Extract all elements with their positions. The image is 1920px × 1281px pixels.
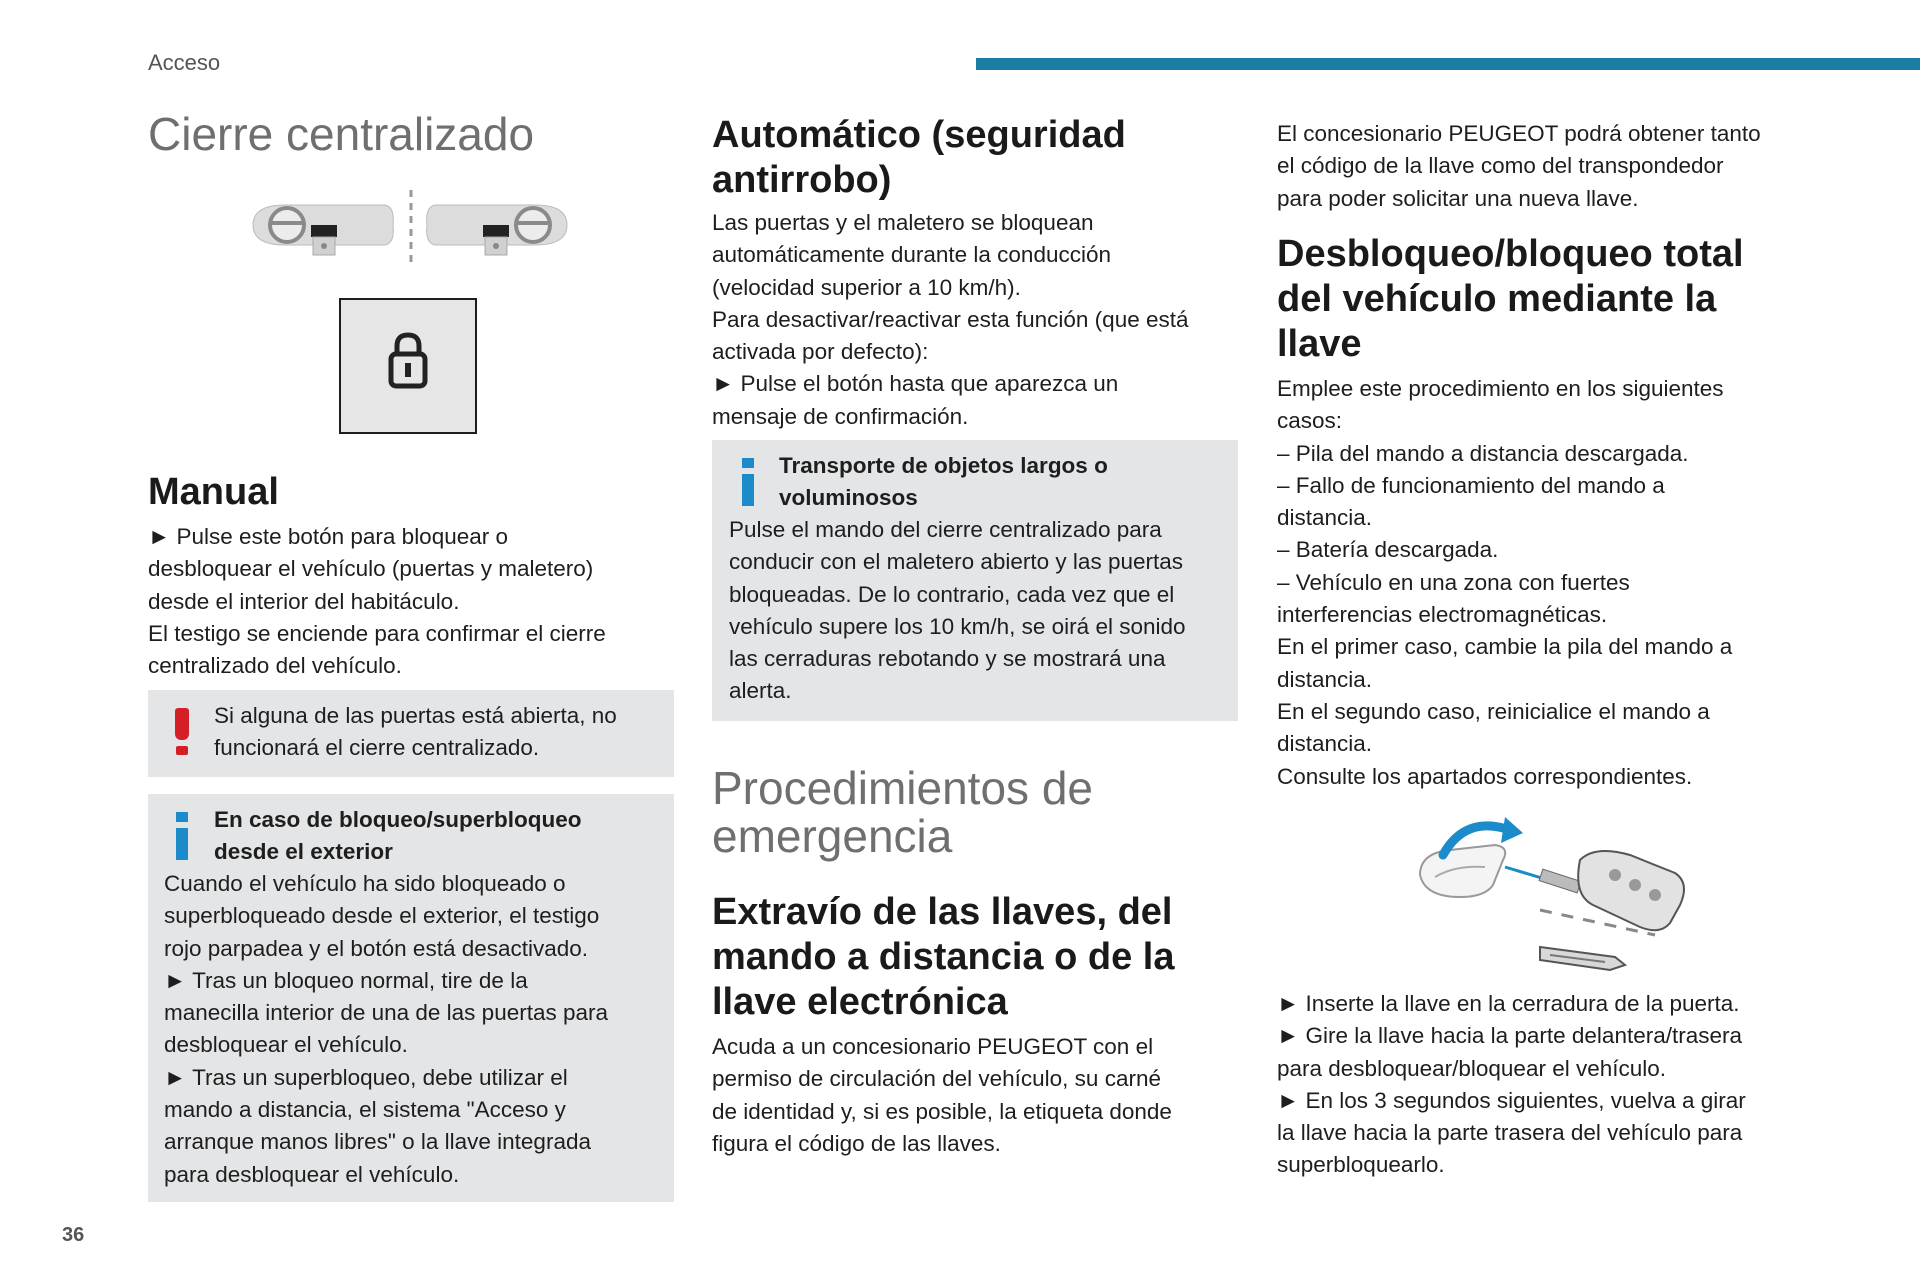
text-line: interferencias electromagnéticas. xyxy=(1277,602,1608,628)
lost-keys-heading xyxy=(712,890,1252,1025)
key-lock-diagram xyxy=(1415,805,1695,975)
text-line: En el primer caso, cambie la pila del mando a xyxy=(1277,634,1733,660)
right-hand-drive-icon xyxy=(427,205,567,255)
text-line: ► Tras un superbloqueo, debe utilizar el xyxy=(164,1064,568,1090)
heading-line: Extravío de las llaves, del xyxy=(712,891,1173,933)
text-line: desbloquear el vehículo (puertas y maletero) xyxy=(148,556,594,582)
unlock-heading xyxy=(1277,232,1837,367)
text-line: desbloquear el vehículo. xyxy=(164,1032,408,1058)
info-box-title: Transporte de objetos largos o xyxy=(779,453,1108,478)
column-1 xyxy=(148,110,676,158)
automatic-paragraph xyxy=(712,207,1252,433)
text-line: distancia. xyxy=(1277,505,1373,531)
text-line: funcionará el cierre centralizado. xyxy=(214,735,540,761)
text-line: para desbloquear/bloquear el vehículo. xyxy=(1277,1055,1667,1081)
warning-box xyxy=(148,690,674,777)
info-box-title: desde el exterior xyxy=(214,839,393,865)
text-line: vehículo supere los 10 km/h, se oirá el sonido xyxy=(729,613,1186,639)
text-line: conducir con el maletero abierto y las puertas xyxy=(729,549,1183,575)
text-line: para poder solicitar una nueva llave. xyxy=(1277,185,1639,211)
text-line: mensaje de confirmación. xyxy=(712,403,969,429)
text-line: Para desactivar/reactivar esta función (que está xyxy=(712,306,1189,332)
heading-line: llave xyxy=(1277,323,1362,365)
text-line: Acuda a un concesionario PEUGEOT con el xyxy=(712,1034,1154,1059)
text-line: El testigo se enciende para confirmar el cierre xyxy=(148,620,606,646)
heading-line: Automático (seguridad xyxy=(712,114,1126,156)
text-line: ► Pulse el botón hasta que aparezca un xyxy=(712,371,1119,397)
page-title: Cierre centralizado xyxy=(148,108,535,160)
text-line: permiso de circulación del vehículo, su carné xyxy=(712,1066,1161,1092)
text-line: mando a distancia, el sistema "Acceso y xyxy=(164,1097,566,1123)
heading-line: mando a distancia o de la xyxy=(712,936,1175,978)
text-line: automáticamente durante la conducción xyxy=(712,242,1112,268)
emergency-title xyxy=(712,764,1252,860)
text-line: centralizado del vehículo. xyxy=(148,653,402,679)
text-line: alerta. xyxy=(729,678,792,704)
title-line: emergencia xyxy=(712,810,953,862)
text-line: ► Gire la llave hacia la parte delantera/trasera xyxy=(1277,1023,1743,1049)
padlock-icon xyxy=(341,300,475,432)
text-line: Emplee este procedimiento en los siguientes xyxy=(1277,376,1724,401)
unlock-paragraph xyxy=(1277,373,1837,793)
central-locking-button xyxy=(339,298,477,434)
text-line: activada por defecto): xyxy=(712,339,929,365)
text-line: las cerraduras rebotando y se mostrará una xyxy=(729,646,1166,672)
text-line: ► En los 3 segundos siguientes, vuelva a girar xyxy=(1277,1087,1746,1113)
spare-key-blade-icon xyxy=(1540,947,1625,970)
text-line: superbloqueado desde el exterior, el testigo xyxy=(164,903,600,929)
text-line: manecilla interior de una de las puertas para xyxy=(164,1000,609,1026)
text-line: desde el interior del habitáculo. xyxy=(148,588,460,614)
text-line: bloqueadas. De lo contrario, cada vez que el xyxy=(729,581,1175,607)
text-line: figura el código de las llaves. xyxy=(712,1130,1001,1156)
key-fob-icon xyxy=(1539,851,1684,930)
steps-paragraph xyxy=(1277,988,1837,1182)
heading-line: antirrobo) xyxy=(712,159,892,201)
text-line: – Fallo de funcionamiento del mando a xyxy=(1277,472,1665,498)
text-line: ► Pulse este botón para bloquear o xyxy=(148,524,509,549)
dashboard-diagram xyxy=(245,185,575,270)
text-line: arranque manos libres" o la llave integrada xyxy=(164,1129,591,1155)
text-line: (velocidad superior a 10 km/h). xyxy=(712,274,1021,300)
text-line: ► Tras un bloqueo normal, tire de la xyxy=(164,967,528,993)
text-line: – Vehículo en una zona con fuertes xyxy=(1277,569,1630,595)
info-box-long-objects xyxy=(712,440,1238,721)
text-line: El concesionario PEUGEOT podrá obtener tanto xyxy=(1277,121,1761,146)
text-line: En el segundo caso, reinicialice el mando a xyxy=(1277,698,1710,724)
page-number: 36 xyxy=(62,1224,85,1246)
text-line: el código de la llave como del transpondedor xyxy=(1277,153,1724,179)
manual-paragraph xyxy=(148,521,676,682)
text-line: distancia. xyxy=(1277,666,1373,692)
header-accent-bar xyxy=(976,58,1920,70)
text-line: la llave hacia la parte trasera del vehículo para xyxy=(1277,1120,1743,1146)
intro-paragraph xyxy=(1277,118,1837,215)
left-hand-drive-icon xyxy=(253,205,393,255)
automatic-heading xyxy=(712,113,1252,203)
text-line: Pulse el mando del cierre centralizado para xyxy=(729,517,1162,542)
manual-heading: Manual xyxy=(148,471,279,513)
text-line: Si alguna de las puertas está abierta, no xyxy=(214,703,617,728)
heading-line: Desbloqueo/bloqueo total xyxy=(1277,233,1744,275)
text-line: ► Inserte la llave en la cerradura de la puerta. xyxy=(1277,991,1740,1016)
text-line: – Batería descargada. xyxy=(1277,537,1499,563)
heading-line: del vehículo mediante la xyxy=(1277,278,1717,320)
lost-keys-paragraph xyxy=(712,1031,1252,1160)
text-line: rojo parpadea y el botón está desactivado. xyxy=(164,935,589,961)
text-line: superbloquearlo. xyxy=(1277,1152,1445,1178)
section-label: Acceso xyxy=(148,50,221,75)
text-line: casos: xyxy=(1277,408,1343,434)
info-box-title: voluminosos xyxy=(779,485,918,511)
heading-line: llave electrónica xyxy=(712,981,1008,1023)
text-line: de identidad y, si es posible, la etiqueta donde xyxy=(712,1098,1172,1124)
door-handle-icon xyxy=(1420,845,1505,897)
text-line: Las puertas y el maletero se bloquean xyxy=(712,210,1094,235)
text-line: para desbloquear el vehículo. xyxy=(164,1161,460,1187)
text-line: Cuando el vehículo ha sido bloqueado o xyxy=(164,871,566,896)
text-line: Consulte los apartados correspondientes. xyxy=(1277,763,1693,789)
title-line: Procedimientos de xyxy=(712,762,1093,814)
text-line: – Pila del mando a distancia descargada. xyxy=(1277,440,1689,466)
info-box-title: En caso de bloqueo/superbloqueo xyxy=(214,807,582,832)
text-line: distancia. xyxy=(1277,731,1373,757)
info-box-locking-exterior xyxy=(148,794,674,1202)
